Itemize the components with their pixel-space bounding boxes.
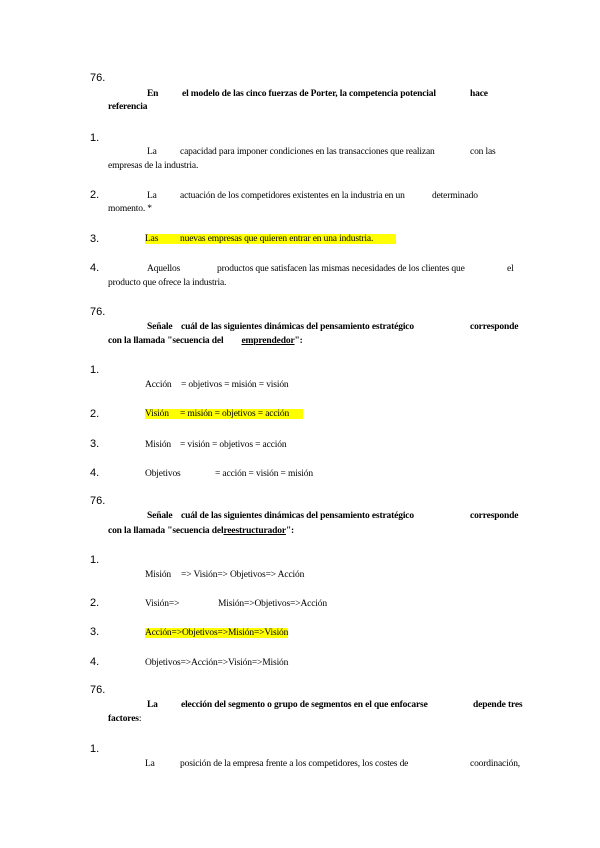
question-text: En	[147, 89, 159, 99]
question-text: corresponde	[470, 511, 519, 521]
question-number: 76.	[90, 684, 106, 696]
option-number: 2.	[90, 597, 100, 609]
option-number: 2.	[90, 408, 100, 420]
option-text: La	[145, 759, 155, 769]
option-text: Acción=>Objetivos=>Misión=>Visión	[145, 628, 289, 638]
question-text: elección del segmento o grupo de segmentos en el que enfocarse	[181, 700, 428, 710]
option-text: capacidad para imponer condiciones en las transacciones que realizan	[180, 147, 435, 157]
option-text: empresas de la industria.	[108, 161, 199, 171]
option-text: coordinación,	[470, 759, 521, 769]
option-text: producto que ofrece la industria.	[108, 278, 227, 288]
question-text: Señale	[147, 511, 173, 521]
option-number: 1.	[90, 554, 100, 566]
option-text: La	[147, 191, 157, 201]
option-number: 4.	[90, 656, 100, 668]
option-number: 3.	[90, 233, 100, 245]
option-text: = objetivos = misión = visión	[181, 380, 289, 390]
correct-answer-highlight	[145, 234, 396, 244]
option-number: 1.	[90, 132, 100, 144]
question-text: corresponde	[470, 322, 519, 332]
question-text: factores:	[108, 714, 142, 724]
option-text: Misión	[145, 440, 172, 450]
question-text: cuál de las siguientes dinámicas del pensamiento estratégico	[181, 511, 414, 521]
option-text: nuevas empresas que quieren entrar en una industria.	[180, 234, 374, 244]
option-text: determinado	[432, 191, 478, 201]
option-number: 2.	[90, 189, 100, 201]
option-number: 1.	[90, 364, 100, 376]
option-text: = acción = visión = misión	[215, 469, 313, 479]
option-text: Misión	[145, 570, 172, 580]
option-text: posición de la empresa frente a los competidores, los costes de	[180, 759, 409, 769]
option-text: Visión=>	[145, 599, 180, 609]
option-text: el	[507, 264, 514, 274]
question-text: el modelo de las cinco fuerzas de Porter, la competencia potencial	[182, 89, 436, 99]
option-text: productos que satisfacen las mismas necesidades de los clientes que	[217, 264, 465, 274]
question-text: hace	[470, 89, 488, 99]
option-number: 4.	[90, 262, 100, 274]
option-text: => Visión=> Objetivos=> Acción	[181, 570, 305, 580]
option-number: 1.	[90, 743, 100, 755]
option-text: Acción	[145, 380, 172, 390]
option-text: Objetivos=>Acción=>Visión=>Misión	[145, 658, 289, 668]
underlined-term: reestructurador	[223, 526, 286, 536]
question-number: 76.	[90, 72, 106, 84]
option-text: actuación de los competidores existentes en la industria en un	[180, 191, 405, 201]
option-number: 4.	[90, 467, 100, 479]
question-number: 76.	[90, 306, 106, 318]
option-text: = misión = objetivos = acción	[180, 409, 290, 419]
option-text: momento. *	[108, 204, 152, 214]
question-text: con la llamada "secuencia delreestructurador":	[108, 526, 295, 536]
question-text: con la llamada "secuencia del emprendedor":	[108, 336, 303, 346]
option-text: Misión=>Objetivos=>Acción	[218, 599, 327, 609]
option-text: con las	[470, 147, 496, 157]
question-text: Señale	[147, 322, 173, 332]
correct-answer-highlight	[145, 628, 288, 638]
option-text: Las	[145, 234, 159, 244]
question-text: depende tres	[473, 700, 523, 710]
question-text: La	[147, 700, 158, 710]
option-number: 3.	[90, 626, 100, 638]
option-number: 3.	[90, 438, 100, 450]
option-text: Visión	[145, 409, 169, 419]
question-number: 76.	[90, 495, 106, 507]
option-text: Objetivos	[145, 469, 181, 479]
option-text: Aquellos	[147, 264, 181, 274]
question-text: cuál de las siguientes dinámicas del pensamiento estratégico	[181, 322, 414, 332]
correct-answer-highlight	[145, 409, 303, 419]
underlined-term: emprendedor	[241, 336, 295, 346]
option-text: = visión = objetivos = acción	[180, 440, 287, 450]
option-text: La	[147, 147, 157, 157]
question-text: referencia	[108, 102, 148, 112]
